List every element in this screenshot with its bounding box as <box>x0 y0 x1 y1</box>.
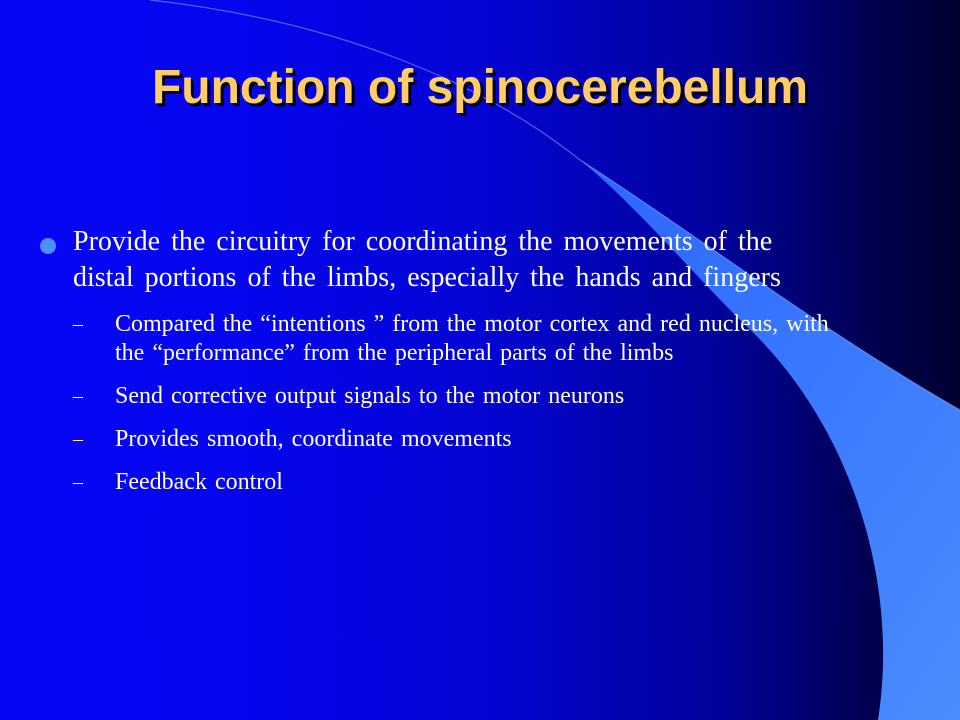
sub-bullet-text: Send corrective output signals to the motor neurons <box>115 383 625 409</box>
sub-bullet-text: Provides smooth, coordinate movements <box>115 426 512 452</box>
slide-title: Function of spinocerebellum <box>151 61 809 114</box>
sub-bullet <box>73 425 840 454</box>
sub-bullet-list <box>40 310 840 497</box>
sub-bullet <box>73 468 840 497</box>
main-bullet <box>40 224 840 296</box>
sub-bullet-text: Feedback control <box>115 469 283 495</box>
main-bullet-text: Provide the circuitry for coordinating the movements of the distal portions of the limbs, especially the hands and fingers <box>73 226 781 293</box>
sub-bullet <box>73 382 840 411</box>
dash-icon: – <box>73 428 83 450</box>
dash-icon: – <box>73 385 83 407</box>
bullet-dot-icon <box>40 238 56 254</box>
sub-bullet-text: Compared the “intentions ” from the motor cortex and red nucleus, with the “performance” from the peripheral parts of the limbs <box>115 311 829 366</box>
dash-icon: – <box>73 313 83 335</box>
dash-icon: – <box>73 471 83 493</box>
sub-bullet <box>73 310 840 368</box>
slide-body <box>40 224 840 511</box>
